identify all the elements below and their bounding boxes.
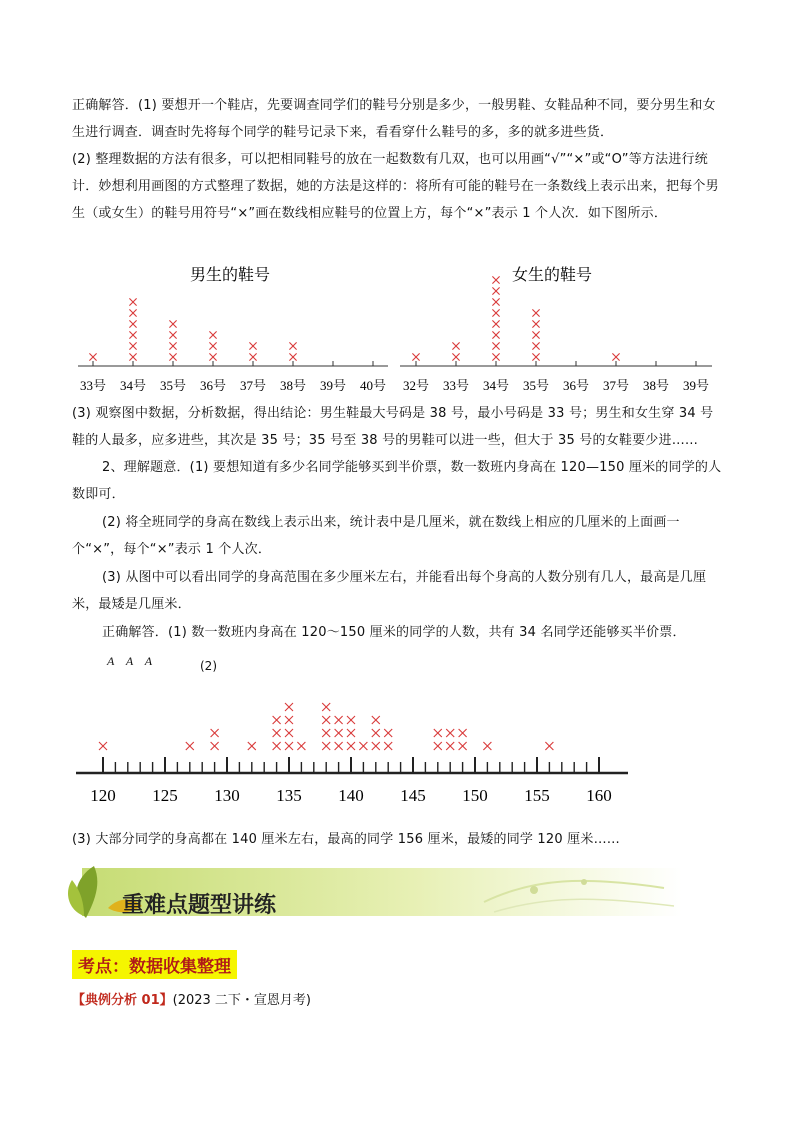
x-mark [129,331,136,338]
x-mark [285,716,293,724]
x-mark [446,729,454,737]
section-banner [64,858,684,928]
girls-plot [400,276,712,393]
example-source: (2023 二下・宣恩月考) [172,993,311,1008]
x-mark [359,742,367,750]
example-tag: 【典例分析 01】 [72,993,173,1008]
x-mark [273,742,281,750]
x-mark [186,742,194,750]
boys-plot [78,298,388,393]
x-mark [434,742,442,750]
x-mark [211,742,219,750]
x-mark [347,729,355,737]
x-mark [459,742,467,750]
tick-label: 150 [462,786,488,805]
banner-title: 重难点题型讲练 [122,893,277,918]
tick-label: 32号 [402,378,430,393]
x-mark [335,716,343,724]
x-mark [483,742,491,750]
tick-label: 35号 [522,378,550,393]
x-mark [169,342,176,349]
answer-p1: 正确解答．(1) 要想开一个鞋店，先要调查同学们的鞋号分别是多少，一般男鞋、女鞋品种不同，要分男生和女生进行调查．调查时先将每个同学的鞋号记录下来，看看穿什么鞋号的多，多的就多进些货． [72,98,716,140]
tick-label: 135 [276,786,302,805]
aaa-marks: A A A [107,654,153,668]
tick-label: 33号 [79,378,107,393]
answer-p7: 正确解答．(1) 数一数班内身高在 120～150 厘米的同学的人数，共有 34 名同学还能够买半价票． [102,625,686,640]
x-mark [248,742,256,750]
part2-label: (2) [200,659,217,673]
x-mark [89,353,96,360]
x-mark [612,353,619,360]
tick-label: 40号 [359,378,387,393]
x-mark [289,353,296,360]
x-mark [412,353,419,360]
x-mark [322,716,330,724]
example-line [72,989,311,1008]
x-mark [129,342,136,349]
tick-label: 34号 [119,378,147,393]
x-mark [492,309,499,316]
girls-chart-title: 女生的鞋号 [512,267,593,284]
x-mark [322,729,330,737]
x-mark [532,309,539,316]
x-mark [372,742,380,750]
x-mark [285,742,293,750]
kaodian-heading: 考点：数据收集整理 [72,950,237,979]
x-mark [273,716,281,724]
tick-label: 38号 [642,378,670,393]
tick-label: 130 [214,786,240,805]
x-mark [492,320,499,327]
x-mark [492,287,499,294]
tick-label: 39号 [319,378,347,393]
x-mark [169,331,176,338]
x-mark [129,309,136,316]
x-mark [209,353,216,360]
height-chart [0,680,794,805]
x-mark [289,342,296,349]
x-mark [129,320,136,327]
x-mark [322,703,330,711]
x-mark [129,353,136,360]
x-mark [335,742,343,750]
height-plot [76,703,628,805]
answer-p4: 2、理解题意．(1) 要想知道有多少名同学能够买到半价票，数一数班内身高在 120—150 厘米的同学的人数即可． [72,460,722,502]
x-mark [384,729,392,737]
answer-p6: (3) 从图中可以看出同学的身高范围在多少厘米左右，并能看出每个身高的人数分别有几人，最高是几厘米，最矮是几厘米． [72,570,707,612]
x-mark [446,742,454,750]
x-mark [129,298,136,305]
tick-label: 145 [400,786,426,805]
x-mark [335,729,343,737]
x-mark [249,353,256,360]
x-mark [285,729,293,737]
x-mark [492,298,499,305]
x-mark [492,353,499,360]
x-mark [492,276,499,283]
x-mark [273,729,281,737]
x-mark [99,742,107,750]
tick-label: 155 [524,786,550,805]
x-mark [434,729,442,737]
x-mark [532,320,539,327]
tick-label: 140 [338,786,364,805]
x-mark [347,742,355,750]
x-mark [285,703,293,711]
tick-label: 34号 [482,378,510,393]
answer-p9: (3) 大部分同学的身高都在 140 厘米左右，最高的同学 156 厘米，最矮的同学 120 厘米…… [72,832,620,847]
x-mark [372,716,380,724]
x-mark [347,716,355,724]
x-mark [452,342,459,349]
tick-label: 125 [152,786,178,805]
boys-chart-title: 男生的鞋号 [190,267,271,284]
x-mark [169,320,176,327]
x-mark [459,729,467,737]
answer-p3: (3) 观察图中数据，分析数据，得出结论：男生鞋最大号码是 38 号，最小号码是 33 号；男生和女生穿 34 号鞋的人最多，应多进些，其次是 35 号；35 号至 38 号的男鞋可以进一些，但大于 35 号的女鞋要少进…… [72,406,714,448]
x-mark [532,342,539,349]
x-mark [384,742,392,750]
x-mark [452,353,459,360]
tick-label: 37号 [602,378,630,393]
x-mark [211,729,219,737]
x-mark [322,742,330,750]
tick-label: 35号 [159,378,187,393]
x-mark [169,353,176,360]
tick-label: 38号 [279,378,307,393]
x-mark [545,742,553,750]
answer-p2: (2) 整理数据的方法有很多，可以把相同鞋号的放在一起数数有几双，也可以用画“√”“×”或“O”等方法进行统计．妙想利用画图的方式整理了数据，她的方法是这样的：将所有可能的鞋号在一条数线上表示出来，把每个男生（或女生）的鞋号用符号“×”画在数线相应鞋号的位置上方，每个“×”表示 1 个人次．如下图所示． [72,152,719,221]
tick-label: 160 [586,786,612,805]
x-mark [372,729,380,737]
x-mark [532,353,539,360]
x-mark [249,342,256,349]
x-mark [209,342,216,349]
x-mark [209,331,216,338]
x-mark [532,331,539,338]
x-mark [492,331,499,338]
x-mark [297,742,305,750]
shoe-size-charts [0,256,794,393]
x-mark [492,342,499,349]
tick-label: 37号 [239,378,267,393]
tick-label: 36号 [562,378,590,393]
tick-label: 120 [90,786,116,805]
tick-label: 36号 [199,378,227,393]
answer-p5: (2) 将全班同学的身高在数线上表示出来，统计表中是几厘米，就在数线上相应的几厘米的上面画一个“×”，每个“×”表示 1 个人次． [72,515,680,557]
tick-label: 39号 [682,378,710,393]
tick-label: 33号 [442,378,470,393]
